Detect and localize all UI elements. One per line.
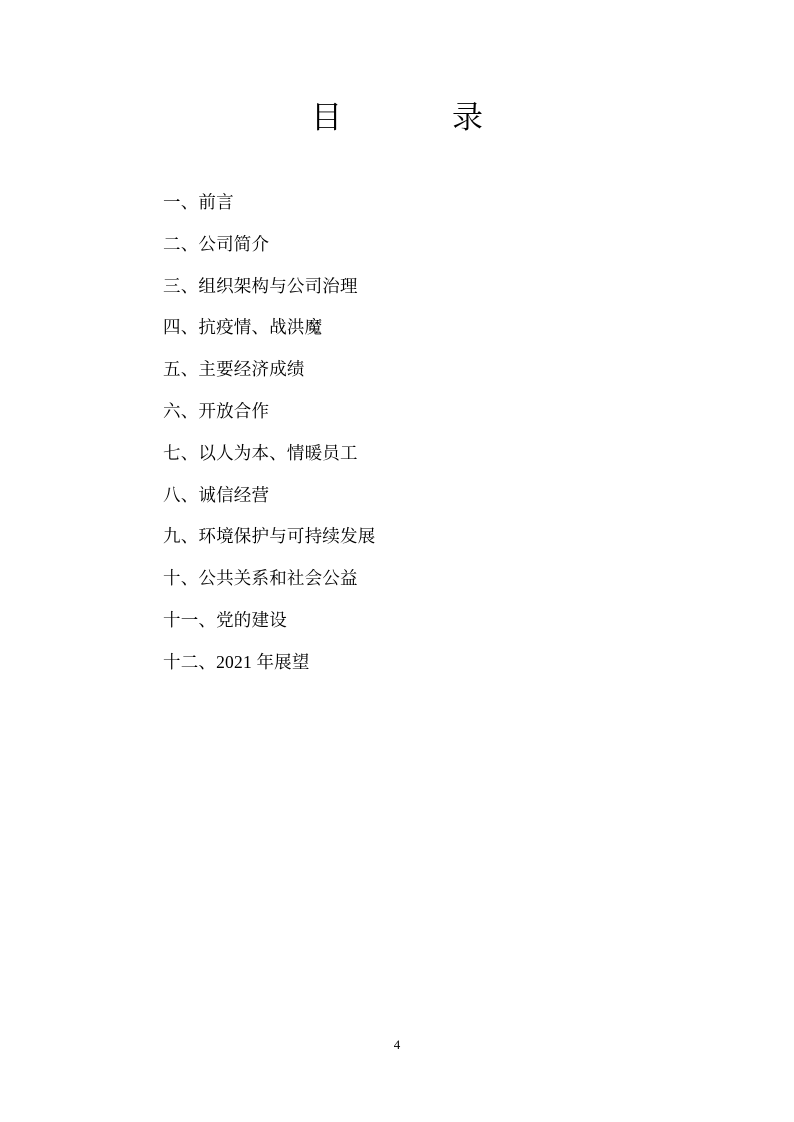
table-of-contents <box>163 182 683 684</box>
toc-entry[interactable]: 五、主要经济成绩 <box>163 359 305 380</box>
toc-entry[interactable]: 八、诚信经营 <box>163 484 270 505</box>
toc-entry[interactable]: 九、环境保护与可持续发展 <box>163 526 376 547</box>
toc-entry[interactable]: 四、抗疫情、战洪魔 <box>163 317 323 338</box>
toc-entry[interactable]: 二、公司简介 <box>163 233 270 254</box>
toc-entry[interactable]: 三、组织架构与公司治理 <box>163 275 358 296</box>
toc-entry[interactable]: 六、开放合作 <box>163 400 270 421</box>
toc-entry[interactable]: 十一、党的建设 <box>163 609 287 630</box>
toc-entry[interactable]: 十二、2021 年展望 <box>163 651 310 672</box>
page-number: 4 <box>393 1037 401 1052</box>
toc-entry[interactable]: 一、前言 <box>163 192 234 212</box>
toc-entry[interactable]: 七、以人为本、情暖员工 <box>163 442 358 463</box>
page-title: 目 录 <box>311 100 499 135</box>
toc-entry[interactable]: 十、公共关系和社会公益 <box>163 568 358 589</box>
